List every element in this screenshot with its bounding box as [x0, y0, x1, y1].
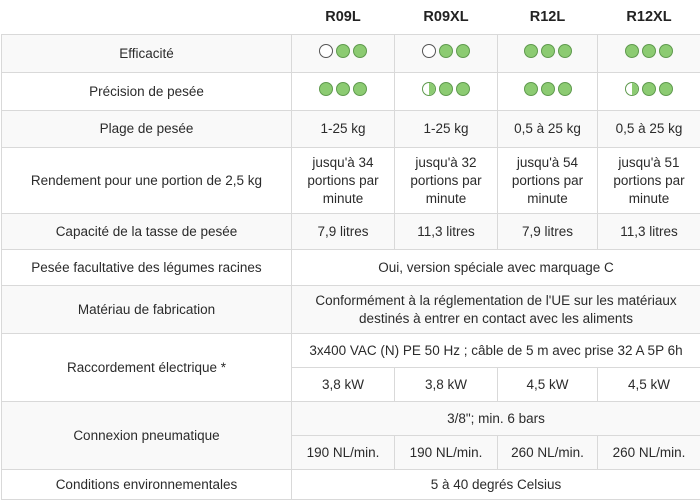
rating-dot-full-icon — [456, 44, 470, 58]
merged-value-cell: 3/8"; min. 6 bars — [292, 402, 700, 436]
rating-dot-full-icon — [558, 44, 572, 58]
row-label: Pesée facultative des légumes racines — [2, 250, 292, 286]
row-label: Capacité de la tasse de pesée — [2, 214, 292, 250]
row-label: Matériau de fabrication — [2, 286, 292, 334]
row-label: Connexion pneumatique — [2, 402, 292, 470]
value-cell: 260 NL/min. — [598, 436, 700, 470]
model-header-r12l: R12L — [529, 9, 566, 25]
rating-dot-half-icon — [422, 82, 436, 96]
row-label: Conditions environnementales — [2, 470, 292, 500]
rating-cell — [292, 35, 395, 73]
row-precision — [2, 73, 700, 111]
merged-value-cell: Oui, version spéciale avec marquage C — [292, 250, 700, 286]
specifications-table — [1, 0, 700, 500]
value-cell: 190 NL/min. — [292, 436, 395, 470]
rating-dot-empty-icon — [422, 44, 436, 58]
rating-dot-full-icon — [524, 82, 538, 96]
model-header-r12xl: R12XL — [626, 9, 672, 25]
merged-value-cell: Conformément à la réglementation de l'UE sur les matériaux destinés à entrer en contact avec les aliments — [292, 286, 700, 334]
rating-dots — [422, 44, 470, 58]
merged-value-cell: 5 à 40 degrés Celsius — [292, 470, 700, 500]
rating-dot-full-icon — [558, 82, 572, 96]
row-label: Efficacité — [2, 35, 292, 73]
rating-dot-full-icon — [336, 82, 350, 96]
row-label: Rendement pour une portion de 2,5 kg — [2, 148, 292, 214]
value-cell: 3,8 kW — [292, 368, 395, 402]
value-cell: 11,3 litres — [598, 214, 700, 250]
header-row — [2, 0, 700, 35]
rating-dots — [524, 82, 572, 96]
row-label: Raccordement électrique * — [2, 334, 292, 402]
row-materiau — [2, 286, 700, 334]
rating-dot-full-icon — [541, 44, 555, 58]
value-cell: 11,3 litres — [395, 214, 498, 250]
value-cell: 0,5 à 25 kg — [498, 111, 598, 148]
rating-cell — [292, 73, 395, 111]
rating-dot-full-icon — [353, 44, 367, 58]
value-cell: 1-25 kg — [292, 111, 395, 148]
value-cell: 7,9 litres — [498, 214, 598, 250]
rating-dots — [319, 44, 367, 58]
value-cell: 1-25 kg — [395, 111, 498, 148]
rating-dot-full-icon — [625, 44, 639, 58]
rating-cell — [498, 35, 598, 73]
value-cell: 190 NL/min. — [395, 436, 498, 470]
rating-dot-full-icon — [439, 82, 453, 96]
rating-dots — [524, 44, 572, 58]
rating-cell — [598, 73, 700, 111]
rating-dot-full-icon — [659, 82, 673, 96]
rating-dot-full-icon — [456, 82, 470, 96]
rating-dot-full-icon — [319, 82, 333, 96]
row-rendement — [2, 148, 700, 214]
value-cell: 7,9 litres — [292, 214, 395, 250]
rating-cell — [498, 73, 598, 111]
model-header-r09xl: R09XL — [423, 9, 469, 25]
row-label: Plage de pesée — [2, 111, 292, 148]
rating-dot-half-icon — [625, 82, 639, 96]
row-capacite — [2, 214, 700, 250]
header-blank-cell — [2, 0, 292, 35]
row-pneumatique-common — [2, 402, 700, 436]
rating-cell — [598, 35, 700, 73]
row-efficacite — [2, 35, 700, 73]
rating-dots — [319, 82, 367, 96]
rating-cell — [395, 73, 498, 111]
value-cell: 0,5 à 25 kg — [598, 111, 700, 148]
value-cell: 4,5 kW — [598, 368, 700, 402]
row-label: Précision de pesée — [2, 73, 292, 111]
rating-dots — [422, 82, 470, 96]
rating-dot-full-icon — [439, 44, 453, 58]
value-cell: 3,8 kW — [395, 368, 498, 402]
row-conditions — [2, 470, 700, 500]
model-header-r09l: R09L — [325, 9, 361, 25]
rating-dot-full-icon — [353, 82, 367, 96]
rating-dot-full-icon — [659, 44, 673, 58]
value-cell: 4,5 kW — [498, 368, 598, 402]
rating-dot-full-icon — [642, 82, 656, 96]
value-cell: jusqu'à 34 portions par minute — [292, 148, 395, 214]
rating-dots — [625, 82, 673, 96]
rating-dot-full-icon — [524, 44, 538, 58]
rating-dot-full-icon — [642, 44, 656, 58]
value-cell: jusqu'à 32 portions par minute — [395, 148, 498, 214]
value-cell: jusqu'à 51 portions par minute — [598, 148, 700, 214]
merged-value-cell: 3x400 VAC (N) PE 50 Hz ; câble de 5 m avec prise 32 A 5P 6h — [292, 334, 700, 368]
row-legumes — [2, 250, 700, 286]
row-electrique-common — [2, 334, 700, 368]
rating-dot-empty-icon — [319, 44, 333, 58]
row-plage — [2, 111, 700, 148]
rating-dot-full-icon — [336, 44, 350, 58]
rating-cell — [395, 35, 498, 73]
rating-dot-full-icon — [541, 82, 555, 96]
rating-dots — [625, 44, 673, 58]
value-cell: 260 NL/min. — [498, 436, 598, 470]
value-cell: jusqu'à 54 portions par minute — [498, 148, 598, 214]
